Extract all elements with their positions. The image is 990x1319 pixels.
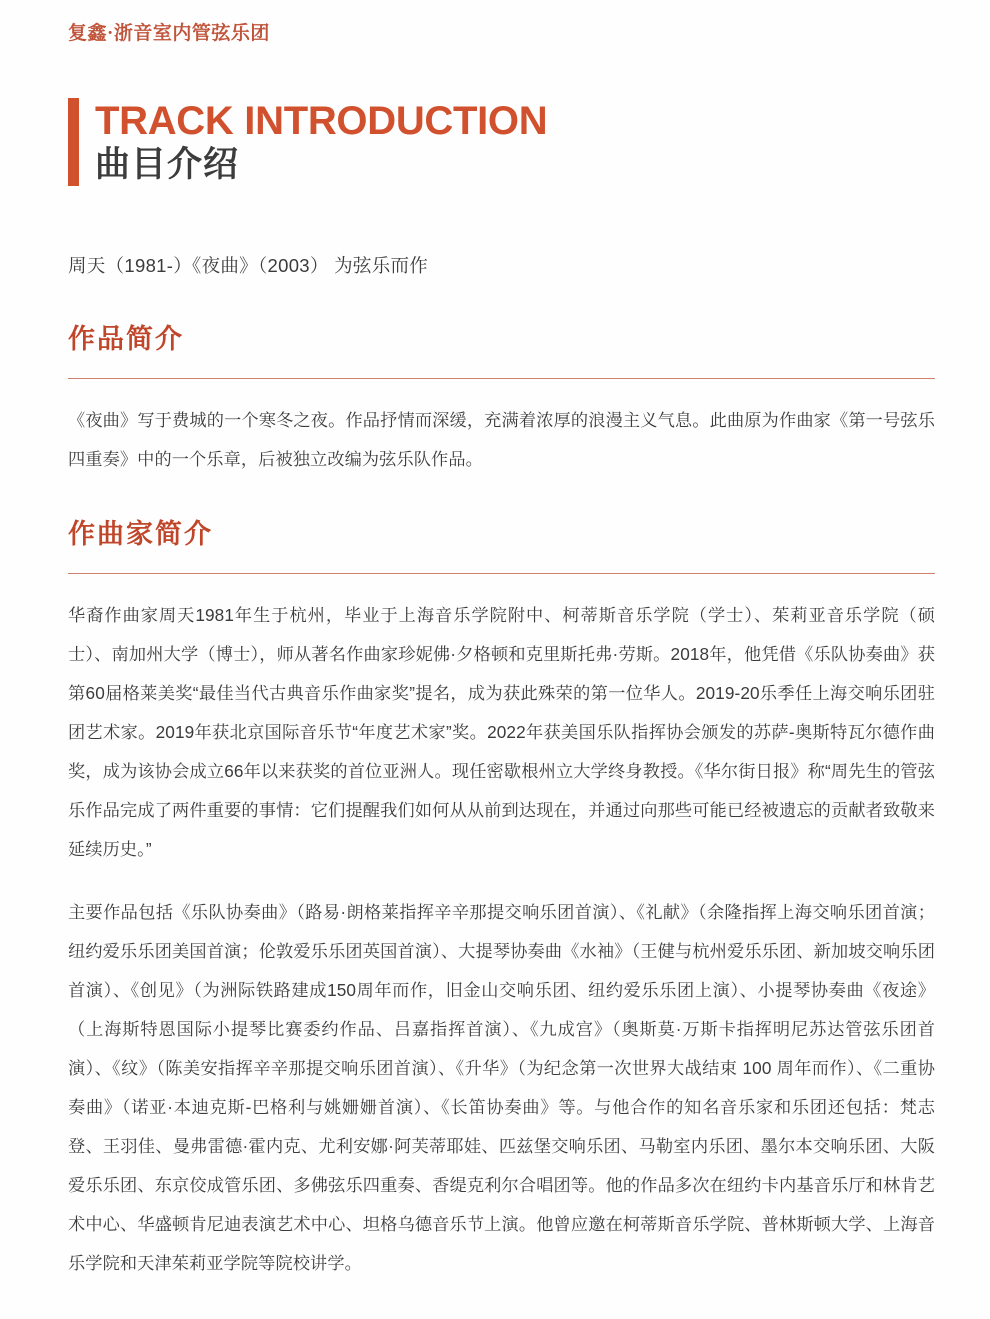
section-body (68, 401, 935, 479)
paragraph: 主要作品包括《乐队协奏曲》（路易·朗格莱指挥辛辛那提交响乐团首演）、《礼献》（余隆指挥上海交响乐团首演；纽约爱乐乐团美国首演；伦敦爱乐乐团英国首演）、大提琴协奏曲《水袖》（王健与杭州爱乐乐团、新加坡交响乐团首演）、《创见》（为洲际铁路建成150周年而作，旧金山交响乐团、纽约爱乐乐团上演）、小提琴协奏曲《夜途》（上海斯特恩国际小提琴比赛委约作品、吕嘉指挥首演）、《九成宫》（奥斯莫·万斯卡指挥明尼苏达管弦乐团首演）、《纹》（陈美安指挥辛辛那提交响乐团首演）、《升华》（为纪念第一次世界大战结束 100 周年而作）、《二重协奏曲》（诺亚·本迪克斯-巴格利与姚姗姗首演）、《长笛协奏曲》等。与他合作的知名音乐家和乐团还包括：梵志登、王羽佳、曼弗雷德·霍内克、尤利安娜·阿芙蒂耶娃、匹兹堡交响乐团、马勒室内乐团、墨尔本交响乐团、大阪爱乐乐团、东京佼成管乐团、多佛弦乐四重奏、香缇克利尔合唱团等。他的作品多次在纽约卡内基音乐厅和林肯艺术中心、华盛顿肯尼迪表演艺术中心、坦格乌德音乐节上演。他曾应邀在柯蒂斯音乐学院、普林斯顿大学、上海音乐学院和天津茱莉亚学院等院校讲学。 (68, 902, 935, 1273)
brand-logo-text: 复鑫·浙音室内管弦乐团 (68, 23, 270, 44)
section-body (68, 596, 935, 1283)
section-heading: 作曲家简介 (68, 519, 213, 549)
section-work-introduction (68, 322, 935, 479)
paragraph: 《夜曲》写于费城的一个寒冬之夜。作品抒情而深缓，充满着浓厚的浪漫主义气息。此曲原为作曲家《第一号弦乐四重奏》中的一个乐章，后被独立改编为弦乐队作品。 (68, 410, 935, 469)
section-heading: 作品简介 (68, 324, 184, 354)
paragraph: 华裔作曲家周天1981年生于杭州，毕业于上海音乐学院附中、柯蒂斯音乐学院（学士）、茱莉亚音乐学院（硕士）、南加州大学（博士），师从著名作曲家珍妮佛·夕格顿和克里斯托弗·劳斯。2018年，他凭借《乐队协奏曲》获第60届格莱美奖“最佳当代古典音乐作曲家奖”提名，成为获此殊荣的第一位华人。2019-20乐季任上海交响乐团驻团艺术家。2019年获北京国际音乐节“年度艺术家”奖。2022年获美国乐队指挥协会颁发的苏萨-奥斯特瓦尔德作曲奖，成为该协会成立66年以来获奖的首位亚洲人。现任密歇根州立大学终身教授。《华尔街日报》称“周先生的管弦乐作品完成了两件重要的事情：它们提醒我们如何从从前到达现在，并通过向那些可能已经被遗忘的贡献者致敬来延续历史。” (68, 605, 935, 859)
page-title-chinese: 曲目介绍 (95, 145, 240, 184)
section-divider (68, 573, 935, 574)
section-divider (68, 378, 935, 379)
title-accent-bar (68, 98, 79, 186)
page-title-block (68, 98, 547, 186)
page-title-english: TRACK INTRODUCTION (95, 99, 548, 143)
work-credit-line: 周天（1981-）《夜曲》（2003） 为弦乐而作 (68, 255, 429, 276)
section-composer-introduction (68, 517, 935, 1283)
title-text-group (95, 98, 547, 186)
